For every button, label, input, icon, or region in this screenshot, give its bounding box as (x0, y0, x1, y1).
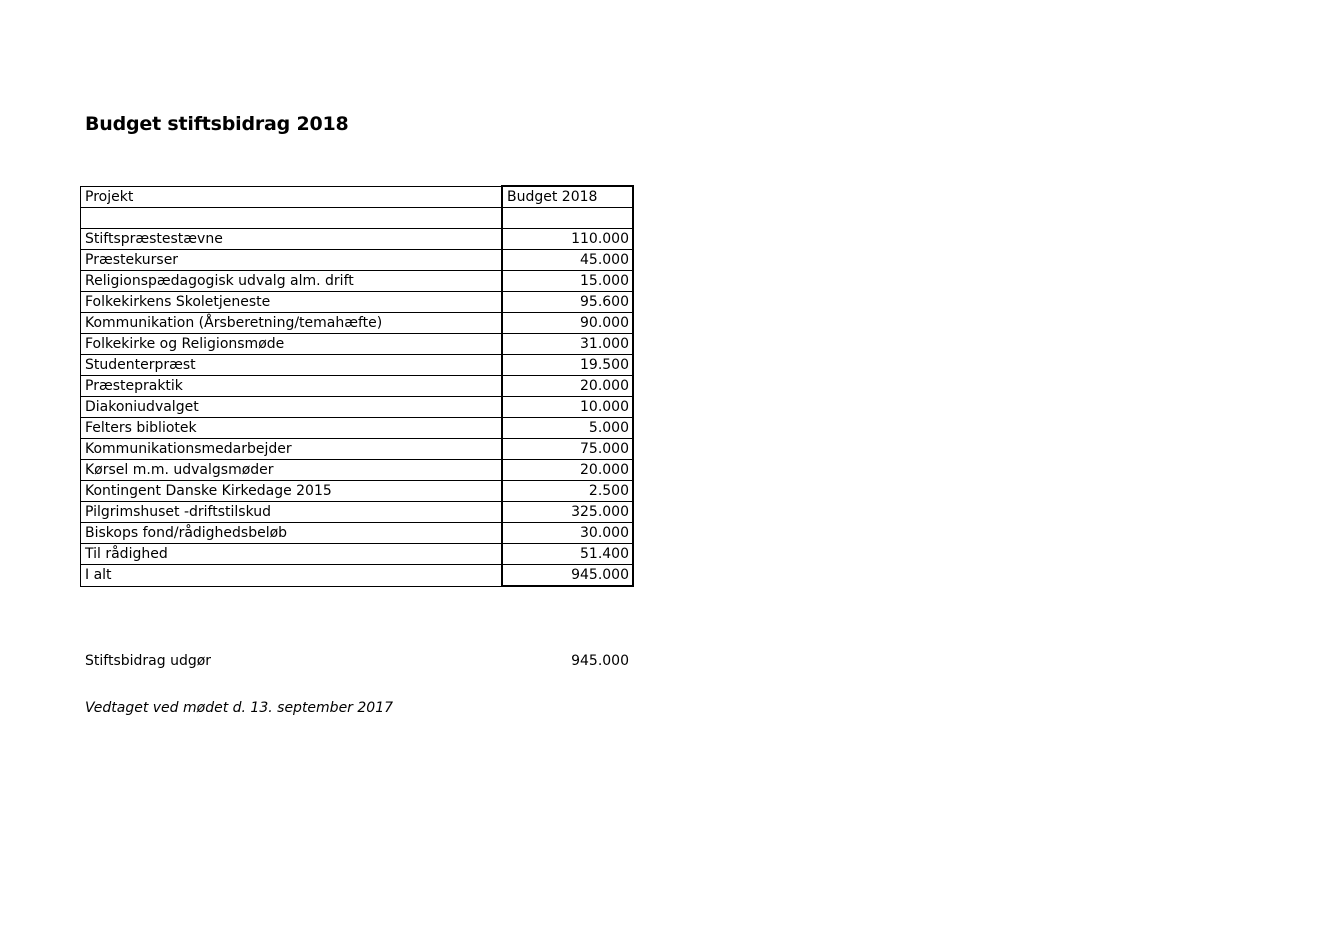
amount-cell: 19.500 (502, 355, 633, 376)
project-cell: Kørsel m.m. udvalgsmøder (81, 460, 503, 481)
amount-cell: 20.000 (502, 460, 633, 481)
table-row (81, 292, 634, 313)
summary-row (85, 653, 629, 669)
amount-cell (502, 208, 633, 229)
column-header-budget: Budget 2018 (502, 186, 633, 208)
table-row (81, 313, 634, 334)
amount-cell: 20.000 (502, 376, 633, 397)
table-row (81, 502, 634, 523)
amount-cell: 51.400 (502, 544, 633, 565)
page-title: Budget stiftsbidrag 2018 (85, 113, 349, 135)
project-cell: Religionspædagogisk udvalg alm. drift (81, 271, 503, 292)
project-cell: Folkekirkens Skoletjeneste (81, 292, 503, 313)
project-cell: Felters bibliotek (81, 418, 503, 439)
project-cell: Præstepraktik (81, 376, 503, 397)
amount-cell: 2.500 (502, 481, 633, 502)
table-row (81, 460, 634, 481)
amount-cell: 90.000 (502, 313, 633, 334)
project-cell: Til rådighed (81, 544, 503, 565)
budget-table (80, 185, 634, 587)
summary-label: Stiftsbidrag udgør (85, 653, 212, 669)
table-row (81, 544, 634, 565)
table-header-row (81, 186, 634, 208)
table-row (81, 271, 634, 292)
amount-cell: 945.000 (502, 565, 633, 587)
project-cell: Studenterpræst (81, 355, 503, 376)
amount-cell: 95.600 (502, 292, 633, 313)
amount-cell: 15.000 (502, 271, 633, 292)
project-cell: Kommunikation (Årsberetning/temahæfte) (81, 313, 503, 334)
table-row (81, 355, 634, 376)
amount-cell: 10.000 (502, 397, 633, 418)
table-row (81, 229, 634, 250)
project-cell: Kontingent Danske Kirkedage 2015 (81, 481, 503, 502)
project-cell: I alt (81, 565, 503, 587)
amount-cell: 325.000 (502, 502, 633, 523)
project-cell: Pilgrimshuset -driftstilskud (81, 502, 503, 523)
table-row (81, 418, 634, 439)
project-cell (81, 208, 503, 229)
table-row (81, 250, 634, 271)
project-cell: Stiftspræstestævne (81, 229, 503, 250)
amount-cell: 110.000 (502, 229, 633, 250)
summary-amount: 945.000 (571, 653, 629, 669)
amount-cell: 75.000 (502, 439, 633, 460)
table-total-row (81, 565, 634, 587)
table-row (81, 481, 634, 502)
project-cell: Diakoniudvalget (81, 397, 503, 418)
amount-cell: 5.000 (502, 418, 633, 439)
project-cell: Præstekurser (81, 250, 503, 271)
table-row (81, 208, 634, 229)
project-cell: Biskops fond/rådighedsbeløb (81, 523, 503, 544)
table-row (81, 397, 634, 418)
table-row (81, 523, 634, 544)
amount-cell: 30.000 (502, 523, 633, 544)
project-cell: Kommunikationsmedarbejder (81, 439, 503, 460)
table-row (81, 439, 634, 460)
table-row (81, 376, 634, 397)
column-header-project: Projekt (81, 186, 503, 208)
amount-cell: 45.000 (502, 250, 633, 271)
approval-note: Vedtaget ved mødet d. 13. september 2017 (85, 700, 394, 716)
amount-cell: 31.000 (502, 334, 633, 355)
project-cell: Folkekirke og Religionsmøde (81, 334, 503, 355)
table-row (81, 334, 634, 355)
